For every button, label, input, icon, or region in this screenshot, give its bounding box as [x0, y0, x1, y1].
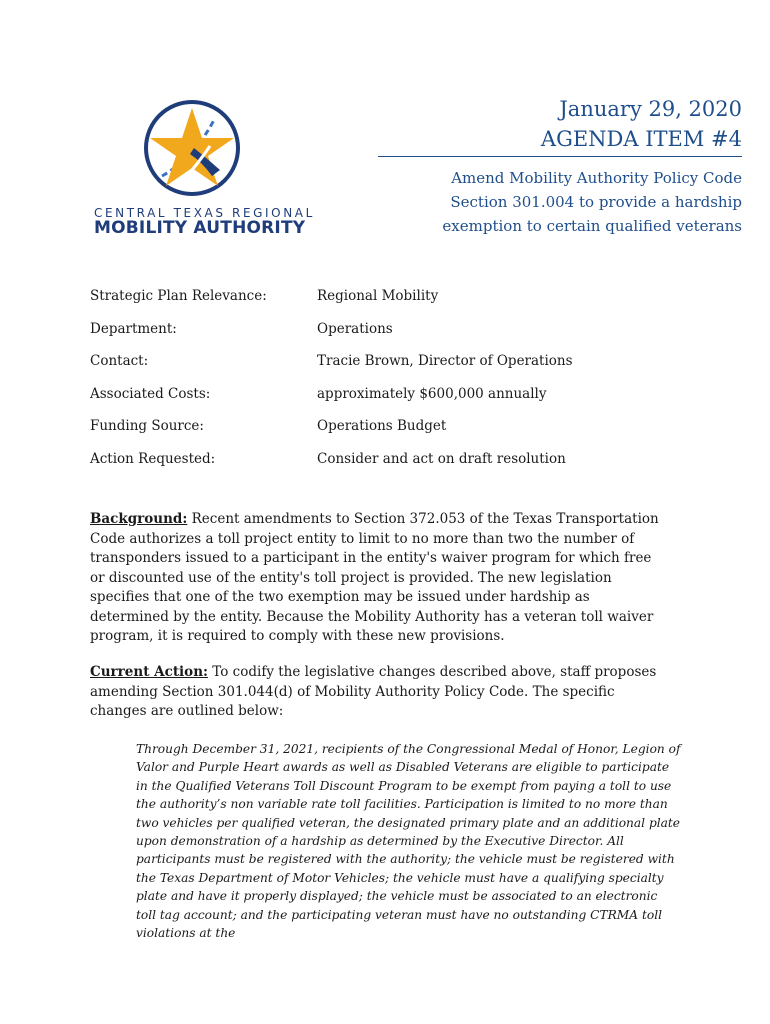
meta-value: Consider and act on draft resolution	[317, 450, 566, 467]
current-action-paragraph	[90, 663, 665, 722]
agenda-subject	[382, 166, 742, 238]
meta-row	[90, 451, 740, 484]
background-text: Recent amendments to Section 372.053 of the Texas Transportation Code authorizes a toll project entity to limit to no more than two the number of transponders issued to a participant in the entity's waiver program for which free or discounted use of the entity's toll project is provided. The new legislation specifies that one of the two exemption may be issued under hardship as determined by the entity. Because the Mobility Authority has a veteran toll waiver program, it is required to comply with these new provisions.	[90, 511, 659, 644]
star-road-emblem-icon	[142, 98, 242, 198]
background-heading: Background:	[90, 511, 188, 527]
agenda-item-number: AGENDA ITEM #4	[540, 127, 742, 151]
meta-label: Funding Source:	[90, 418, 204, 434]
meta-value: Regional Mobility	[317, 288, 439, 304]
meeting-date: January 29, 2020	[559, 97, 742, 121]
meta-row	[90, 353, 740, 386]
meta-value: Operations Budget	[317, 418, 447, 434]
meta-label: Strategic Plan Relevance:	[90, 288, 267, 304]
meta-row	[90, 321, 740, 354]
subject-line: Section 301.004 to provide a hardship	[450, 193, 742, 211]
meta-label: Action Requested:	[90, 450, 216, 467]
current-action-text: To codify the legislative changes described above, staff proposes amending Section 301.044(d) of Mobility Authority Policy Code. The specific changes are outlined below:	[90, 664, 657, 719]
meta-label: Contact:	[90, 353, 149, 369]
logo-text-line2: MOBILITY AUTHORITY	[94, 218, 306, 238]
background-paragraph	[90, 510, 665, 647]
meta-row	[90, 288, 740, 321]
meta-value: Tracie Brown, Director of Operations	[317, 353, 573, 369]
subject-line: exemption to certain qualified veterans	[442, 217, 742, 235]
header-divider	[378, 156, 742, 157]
meta-row	[90, 418, 740, 451]
ctrma-logo	[90, 98, 315, 243]
logo-text-line1: CENTRAL TEXAS REGIONAL	[94, 206, 315, 220]
subject-line: Amend Mobility Authority Policy Code	[451, 169, 742, 187]
agenda-metadata-table	[90, 288, 740, 483]
current-action-heading: Current Action:	[90, 664, 208, 680]
meta-value: Operations	[317, 320, 393, 337]
agenda-header	[541, 94, 742, 154]
meta-value: approximately $600,000 annually	[317, 385, 547, 402]
meta-label: Department:	[90, 320, 177, 337]
policy-quote: Through December 31, 2021, recipients of the Congressional Medal of Honor, Legion of Valor and Purple Heart awards as well as Disabled Veterans are eligible to participate in the Qualified Veterans Toll Discount Program to be exempt from paying a toll to use the authority’s non variable rate toll facilities. Participation is limited to no more than two vehicles per qualified veteran, the designated primary plate and an additional plate upon demonstration of a hardship as determined by the Executive Director. All participants must be registered with the authority; the vehicle must be registered with the Texas Department of Motor Vehicles; the vehicle must have a qualifying specialty plate and have it properly displayed; the vehicle must be associated to an electronic toll tag account; and the participating veteran must have no outstanding CTRMA toll violations at the	[136, 742, 681, 941]
meta-label: Associated Costs:	[90, 385, 211, 402]
meta-row	[90, 386, 740, 419]
